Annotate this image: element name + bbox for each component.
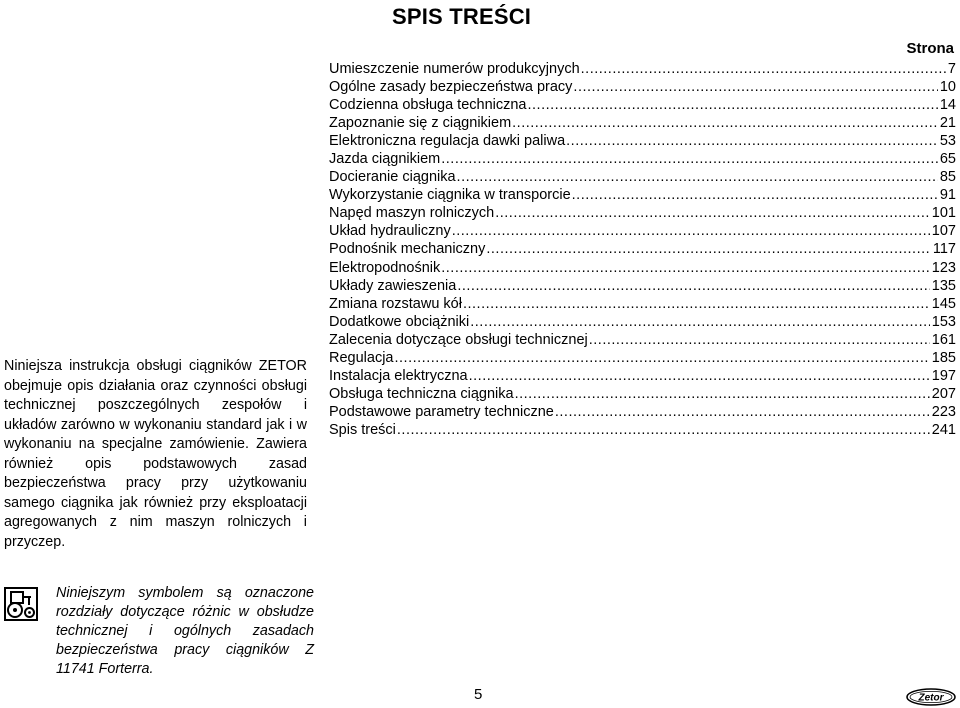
toc-entry-page: 107 xyxy=(931,223,956,240)
toc-entry-page: 14 xyxy=(939,97,956,114)
toc-leader-dots xyxy=(566,132,938,150)
toc-entry-label: Codzienna obsługa techniczna xyxy=(329,97,527,114)
toc-entry-label: Regulacja xyxy=(329,349,394,366)
toc-entry-label: Dodatkowe obciążniki xyxy=(329,313,470,330)
toc-entry xyxy=(329,186,956,204)
toc-entry-label: Zalecenia dotyczące obsługi technicznej xyxy=(329,331,588,348)
symbol-note: Niniejszym symbolem są oznaczone rozdziały dotyczące różnic w obsłudze technicznej i ogólnych zasadach bezpieczeństwa pracy ciągników Z 11741 Forterra. xyxy=(56,585,314,677)
toc-entry-page: 223 xyxy=(931,403,956,420)
toc-leader-dots xyxy=(397,421,930,439)
toc-entry-label: Podstawowe parametry techniczne xyxy=(329,403,554,420)
toc-entry-page: 7 xyxy=(947,61,956,77)
toc-entry-label: Ogólne zasady bezpieczeństwa pracy xyxy=(329,79,573,96)
tractor-icon xyxy=(4,587,38,621)
toc-leader-dots xyxy=(469,367,930,385)
toc-entry-page: 185 xyxy=(931,349,956,366)
toc-entry-page: 161 xyxy=(931,331,956,348)
toc-entry xyxy=(329,349,956,367)
toc-leader-dots xyxy=(589,331,930,349)
toc-entry-page: 10 xyxy=(939,79,956,96)
toc-entry xyxy=(329,313,956,331)
toc-entry xyxy=(329,385,956,403)
toc-entry-page: 91 xyxy=(939,187,956,204)
toc-entry-page: 85 xyxy=(939,169,956,186)
toc-entry-label: Układ hydrauliczny xyxy=(329,223,451,240)
logo-text: Zetor xyxy=(918,692,944,704)
toc-entry xyxy=(329,60,956,78)
zetor-logo-icon xyxy=(906,688,956,706)
toc-entry xyxy=(329,367,956,385)
toc-leader-dots xyxy=(528,96,938,114)
toc-entry-label: Zapoznanie się z ciągnikiem xyxy=(329,115,512,132)
toc-leader-dots xyxy=(581,60,946,78)
toc-entry-label: Układy zawieszenia xyxy=(329,277,457,294)
toc-entry-label: Napęd maszyn rolniczych xyxy=(329,205,495,222)
toc-leader-dots xyxy=(395,349,930,367)
toc-entry-page: 135 xyxy=(931,277,956,294)
toc-leader-dots xyxy=(512,114,938,132)
toc-leader-dots xyxy=(457,168,938,186)
toc-entry-page: 65 xyxy=(939,151,956,168)
intro-paragraph: Niniejsza instrukcja obsługi ciągników ZETOR obejmuje opis działania oraz czynności obsługi technicznej poszczególnych zespołów i układów zarówno w wykonaniu standard jak i w wykonaniu na specjalne zamówienie. Zawiera również opis podstawowych zasad bezpieczeństwa pracy przy użytkowaniu samego ciągnika jak również przy eksploatacji agregowanych z nim maszyn rolniczych i przyczep. xyxy=(4,358,307,550)
table-of-contents xyxy=(329,60,956,439)
page-title: SPIS TREŚCI xyxy=(392,4,532,29)
toc-entry-label: Podnośnik mechaniczny xyxy=(329,241,486,258)
toc-entry-label: Elektropodnośnik xyxy=(329,259,441,276)
toc-entry xyxy=(329,132,956,150)
toc-entry xyxy=(329,295,956,313)
toc-entry xyxy=(329,96,956,114)
toc-entry xyxy=(329,222,956,240)
toc-entry-label: Wykorzystanie ciągnika w transporcie xyxy=(329,187,571,204)
toc-entry-label: Spis treści xyxy=(329,421,396,438)
toc-entry xyxy=(329,150,956,168)
toc-entry xyxy=(329,168,956,186)
toc-entry-label: Docieranie ciągnika xyxy=(329,169,456,186)
toc-leader-dots xyxy=(441,150,938,168)
toc-entry-label: Obsługa techniczna ciągnika xyxy=(329,385,514,402)
toc-leader-dots xyxy=(572,186,938,204)
toc-leader-dots xyxy=(573,78,937,96)
toc-entry-label: Elektroniczna regulacja dawki paliwa xyxy=(329,133,566,150)
toc-entry-page: 123 xyxy=(931,259,956,276)
toc-entry xyxy=(329,240,956,258)
toc-leader-dots xyxy=(470,313,930,331)
toc-entry xyxy=(329,204,956,222)
toc-entry-page: 53 xyxy=(939,133,956,150)
page-column-label: Strona xyxy=(906,40,954,57)
toc-entry-page: 21 xyxy=(939,115,956,132)
toc-entry xyxy=(329,259,956,277)
toc-entry-page: 101 xyxy=(931,205,956,222)
toc-entry-page: 153 xyxy=(931,313,956,330)
toc-leader-dots xyxy=(463,295,930,313)
toc-entry-label: Zmiana rozstawu kół xyxy=(329,295,462,312)
toc-entry xyxy=(329,114,956,132)
page-number: 5 xyxy=(474,686,483,703)
toc-leader-dots xyxy=(486,240,931,258)
toc-leader-dots xyxy=(452,222,930,240)
toc-entry xyxy=(329,421,956,439)
toc-entry xyxy=(329,277,956,295)
toc-entry-label: Umieszczenie numerów produkcyjnych xyxy=(329,61,580,77)
toc-entry-page: 145 xyxy=(931,295,956,312)
toc-leader-dots xyxy=(457,277,929,295)
toc-entry xyxy=(329,78,956,96)
toc-entry-page: 117 xyxy=(932,241,956,258)
toc-leader-dots xyxy=(495,204,930,222)
toc-leader-dots xyxy=(515,385,930,403)
toc-entry-page: 207 xyxy=(931,385,956,402)
toc-entry-label: Instalacja elektryczna xyxy=(329,367,468,384)
toc-leader-dots xyxy=(441,259,930,277)
toc-entry-page: 197 xyxy=(931,367,956,384)
toc-entry-page: 241 xyxy=(931,421,956,438)
toc-entry-label: Jazda ciągnikiem xyxy=(329,151,441,168)
toc-leader-dots xyxy=(555,403,930,421)
toc-entry xyxy=(329,331,956,349)
toc-entry xyxy=(329,403,956,421)
